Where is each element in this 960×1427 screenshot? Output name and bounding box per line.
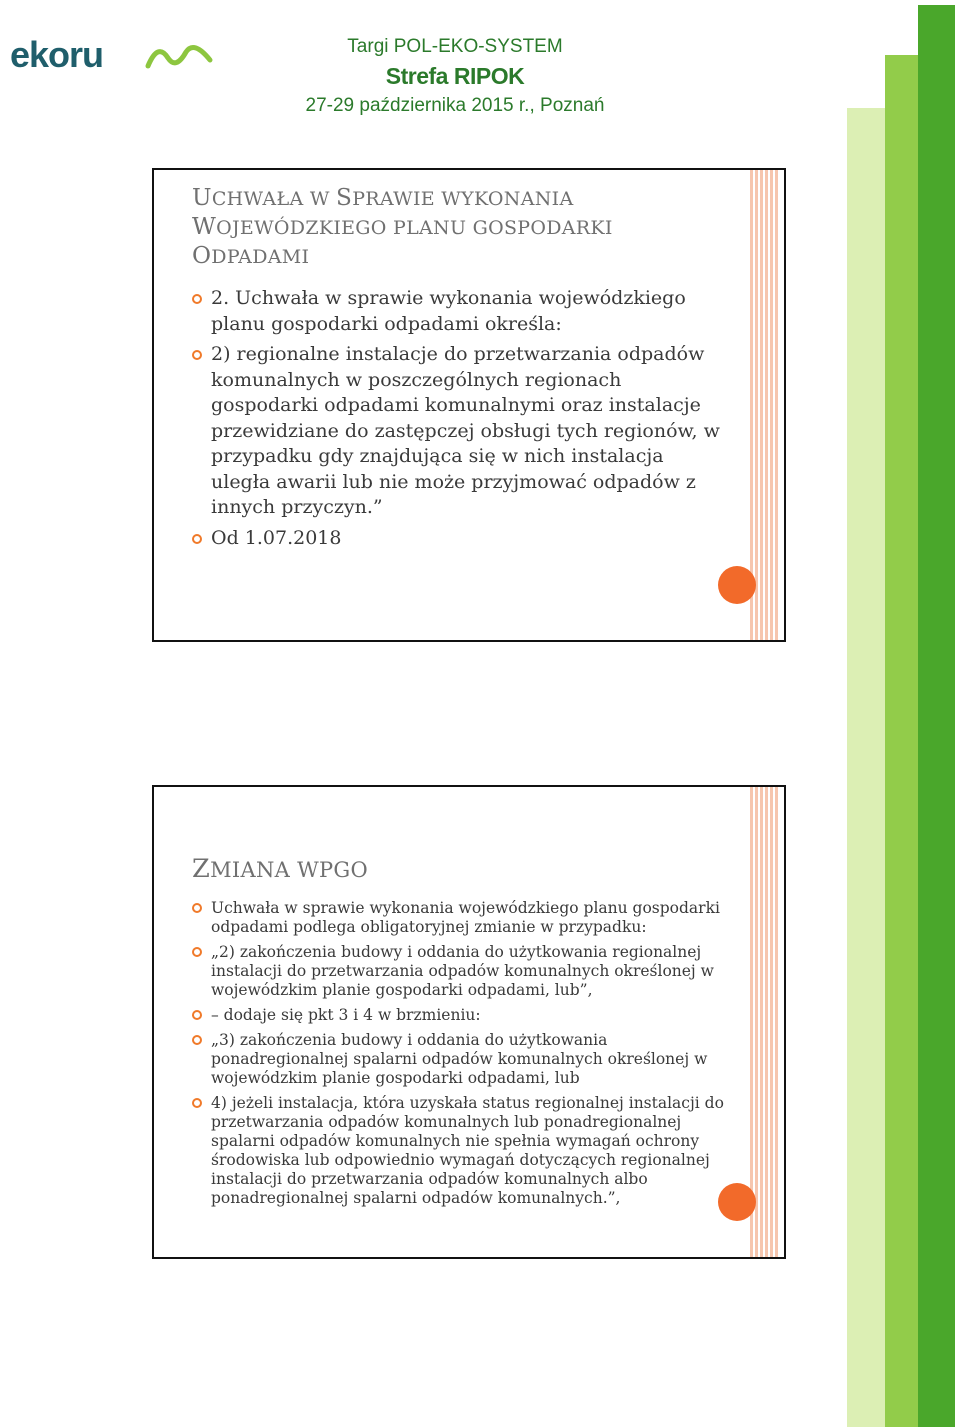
ekorum-logo xyxy=(10,36,215,76)
list-item xyxy=(192,286,724,337)
title-part: OJEWÓDZKIEGO PLANU GOSPODARKI xyxy=(216,217,613,239)
bullet-icon xyxy=(192,534,202,544)
decor-stripe-light xyxy=(847,108,885,1427)
event-info xyxy=(300,34,610,120)
bullet-icon xyxy=(192,1035,202,1045)
slide-stripes xyxy=(750,787,784,1257)
slide-stripes xyxy=(750,170,784,640)
decor-stripe-mid xyxy=(885,55,918,1427)
bullet-icon xyxy=(192,947,202,957)
title-cap: Z xyxy=(192,854,211,884)
slide-uchwala xyxy=(152,168,786,642)
title-part: DPADAMI xyxy=(211,246,310,268)
bullet-icon xyxy=(192,350,202,360)
decor-stripe-dark xyxy=(918,5,955,1427)
bullet-text: Uchwała w sprawie wykonania wojewódzkiego planu gospodarki odpadami podlega obligatoryjnej zmianie w przypadku: xyxy=(211,899,720,936)
title-part: MIANA xyxy=(210,858,298,882)
title-part: CHWAŁA W xyxy=(211,188,336,210)
orange-dot xyxy=(718,566,756,604)
list-item xyxy=(192,1006,724,1025)
event-zone: Strefa RIPOK xyxy=(385,63,525,89)
bullet-icon xyxy=(192,1098,202,1108)
event-dates: 27-29 października 2015 r., Poznań xyxy=(305,95,605,116)
list-item xyxy=(192,943,724,1000)
bullet-text: „3) zakończenia budowy i oddania do użytkowania ponadregionalnej spalarni odpadów komunalnych określonej w wojewódzkim planie gospodarki odpadami, lub xyxy=(211,1031,708,1087)
title-cap: O xyxy=(192,242,212,269)
bullet-text: „2) zakończenia budowy i oddania do użytkowania regionalnej instalacji do przetwarzania odpadów komunalnych określonej w wojewódzkim planie gospodarki odpadami, lub”, xyxy=(211,943,714,999)
svg-text:ekoru: ekoru xyxy=(10,36,104,75)
slide-title xyxy=(192,184,632,271)
bullet-list xyxy=(192,899,724,1214)
title-cap: W xyxy=(192,213,217,240)
bullet-list xyxy=(192,286,724,556)
slide-zmiana-wpgo xyxy=(152,785,786,1259)
bullet-text: 4) jeżeli instalacja, która uzyskała status regionalnej instalacji do przetwarzania odpadów komunalnych lub ponadregionalnej spalarni odpadów komunalnych nie spełnia wymagań ochrony środowiska lub odpowiednio wymagań dotyczących regionalnej instalacji do przetwarzania odpadów komunalnych albo ponadregionalnej spalarni odpadów komunalnych.”, xyxy=(211,1094,724,1207)
bullet-text: 2. Uchwała w sprawie wykonania wojewódzkiego planu gospodarki odpadami określa: xyxy=(211,287,686,335)
event-name: Targi POL-EKO-SYSTEM xyxy=(347,36,563,57)
bullet-icon xyxy=(192,903,202,913)
title-part: PRAWIE WYKONANIA xyxy=(352,188,574,210)
bullet-text: Od 1.07.2018 xyxy=(211,526,342,549)
list-item xyxy=(192,899,724,937)
title-cap: S xyxy=(336,184,353,211)
bullet-icon xyxy=(192,1010,202,1020)
title-cap: U xyxy=(192,184,212,211)
title-part: WPGO xyxy=(297,858,368,882)
list-item xyxy=(192,1031,724,1088)
slide-title xyxy=(192,855,368,884)
list-item xyxy=(192,1094,724,1208)
bullet-text: 2) regionalne instalacje do przetwarzania odpadów komunalnych w poszczególnych regionach gospodarki odpadami komunalnymi oraz instalacje przewidziane do zastępczej obsługi tych regionów, w przypadku gdy znajdująca się w nich instalacja uległa awarii lub nie może przyjmować odpadów z innych przyczyn.” xyxy=(211,343,720,518)
list-item xyxy=(192,526,724,552)
bullet-icon xyxy=(192,294,202,304)
list-item xyxy=(192,342,724,521)
ekorum-logo-graphic xyxy=(10,36,215,76)
bullet-text: – dodaje się pkt 3 i 4 w brzmieniu: xyxy=(211,1006,481,1024)
